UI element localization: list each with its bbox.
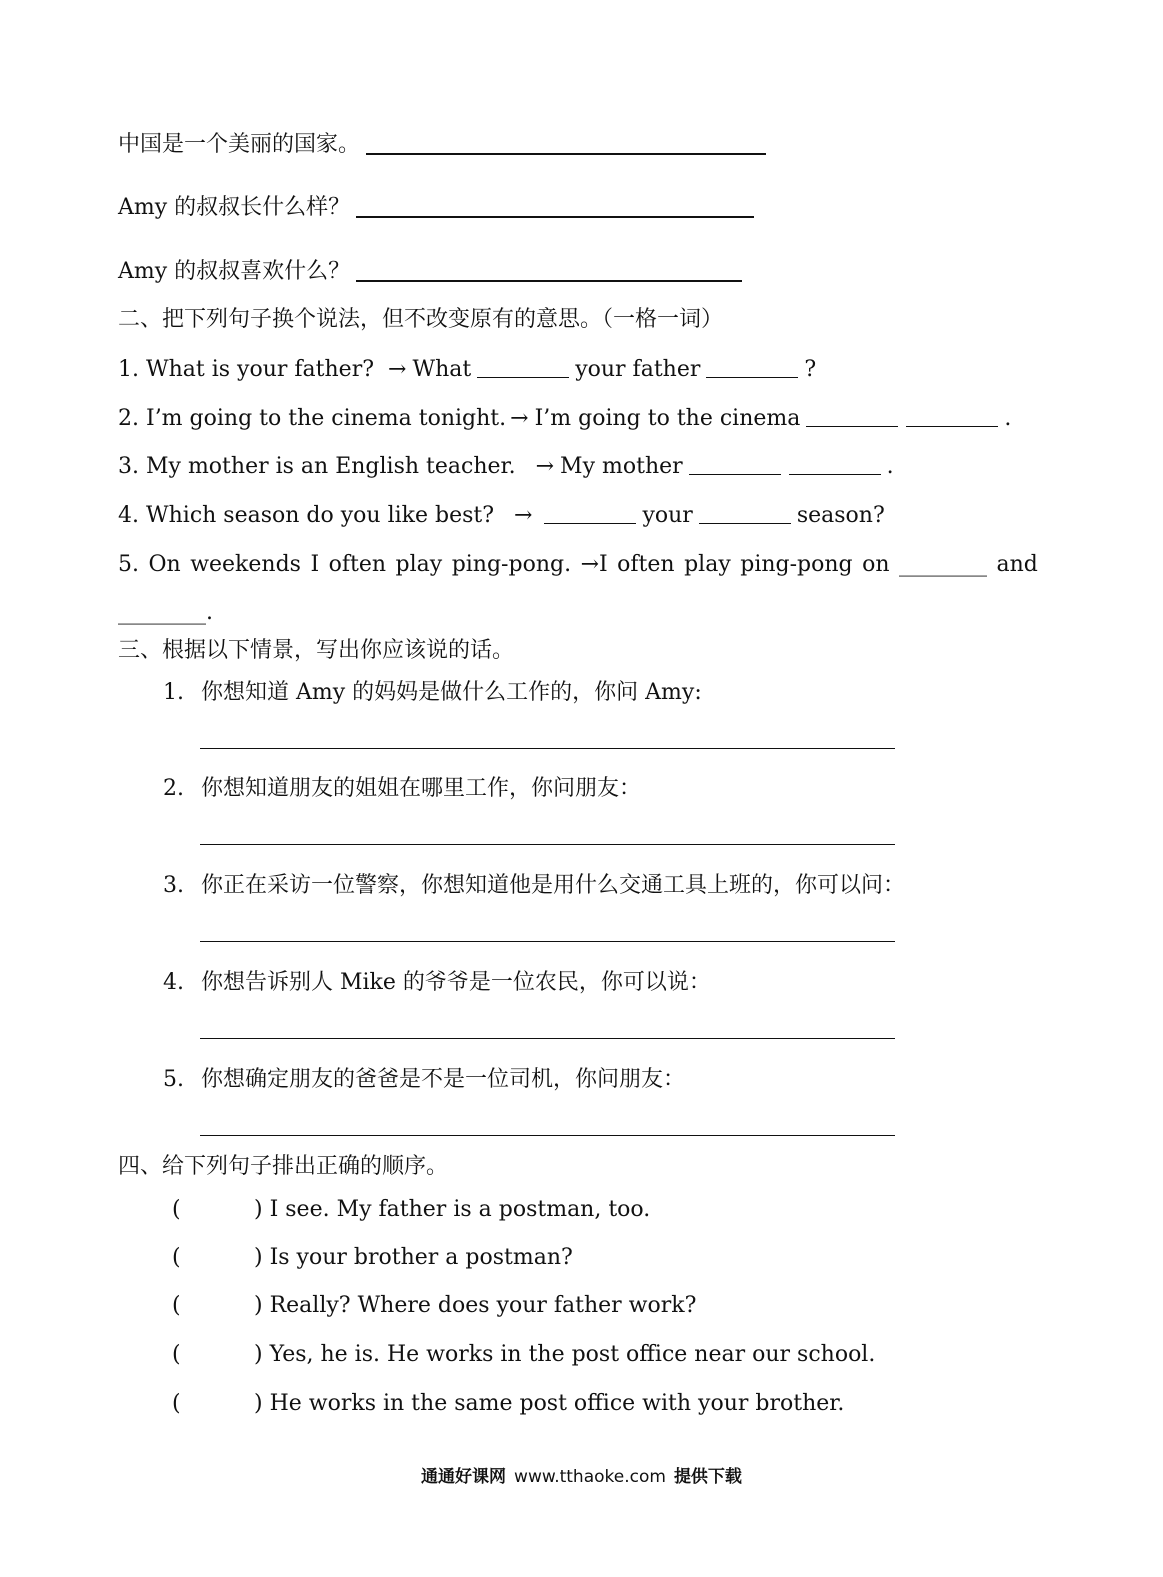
answer-line (200, 844, 895, 845)
sentence-word: weekends (190, 552, 301, 577)
arrow-icon: → (388, 357, 407, 382)
rewrite-text: your (642, 503, 693, 528)
order-item-4 (172, 1340, 875, 1370)
item-number: 3. (163, 873, 184, 898)
scenario-text: 你正在采访一位警察，你想知道他是用什么交通工具上班的，你可以问： (201, 873, 906, 898)
translation-prompt: Amy 的叔叔喜欢什么？ (118, 259, 351, 284)
translation-line-3 (118, 257, 742, 287)
translation-line-1 (118, 130, 766, 160)
order-sentence: ) I see. My father is a postman, too. (254, 1197, 651, 1222)
answer-rule (356, 194, 754, 218)
original-sentence: My mother is an English teacher. (146, 454, 516, 479)
blank (477, 357, 569, 378)
order-blank: ( (172, 1245, 181, 1270)
order-sentence: ) Yes, he is. He works in the post office near our school. (254, 1342, 876, 1367)
original-sentence: What is your father? (146, 357, 375, 382)
item-number: 2. (163, 776, 184, 801)
rewrite-text: . (886, 454, 894, 479)
rewrite-text: your father (575, 357, 701, 382)
item-number: 2. (118, 406, 139, 431)
rewrite-text: . (1004, 406, 1012, 431)
item-number: 4. (118, 503, 139, 528)
order-blank: ( (172, 1293, 181, 1318)
blank (699, 503, 791, 524)
translation-prompt: Amy 的叔叔长什么样？ (118, 195, 351, 220)
sentence-word: often (328, 552, 387, 577)
rewrite-text: season? (796, 503, 885, 528)
order-item-1 (172, 1195, 650, 1225)
blank (806, 406, 898, 427)
blank (706, 357, 798, 378)
arrow-icon: → (514, 503, 533, 528)
scenario-text: 你想知道 Amy 的妈妈是做什么工作的，你问 Amy: (201, 680, 702, 705)
rewrite-item-4 (118, 501, 885, 531)
footer-suffix: 提供下载 (673, 1467, 742, 1487)
order-blank: ( (172, 1197, 181, 1222)
section-2-title: 二、把下列句子换个说法，但不改变原有的意思。（一格一词） (118, 307, 724, 332)
blank (789, 454, 881, 475)
rewrite-item-5 (118, 550, 1038, 580)
sentence-word: ping-pong (740, 552, 853, 577)
answer-line (200, 1038, 895, 1039)
item-number: 3. (118, 454, 139, 479)
scenario-item-4 (163, 968, 711, 998)
order-sentence: ) Is your brother a postman? (254, 1245, 573, 1270)
original-sentence: I’m going to the cinema tonight. (146, 406, 507, 431)
answer-line (200, 1135, 895, 1136)
rewrite-text: What (412, 357, 472, 382)
order-item-2 (172, 1243, 573, 1273)
scenario-text: 你想告诉别人 Mike 的爷爷是一位农民，你可以说： (201, 970, 711, 995)
item-number: 5. (118, 552, 139, 577)
arrow-icon: → (535, 454, 555, 479)
order-sentence: ) Really? Where does your father work? (254, 1293, 697, 1318)
rewrite-text: My mother (560, 454, 683, 479)
sentence-word: →I (580, 552, 608, 577)
answer-rule (356, 258, 742, 282)
sentence-word: ping-pong. (451, 552, 572, 577)
scenario-item-3 (163, 871, 905, 901)
sentence-word: on (862, 552, 890, 577)
section-3-title: 三、根据以下情景，写出你应该说的话。 (118, 638, 515, 663)
answer-rule (366, 131, 766, 155)
sentence-word: ________ (899, 552, 988, 577)
scenario-item-1 (163, 678, 702, 708)
blank (689, 454, 781, 475)
item-number: 4. (163, 970, 184, 995)
sentence-word: play (395, 552, 443, 577)
footer-site-name: 通通好课网 (421, 1467, 507, 1487)
rewrite-item-5-continuation: ________. (118, 600, 213, 625)
rewrite-item-1 (118, 355, 816, 385)
item-number: 1. (118, 357, 139, 382)
sentence-word: On (148, 552, 181, 577)
order-sentence: ) He works in the same post office with your brother. (254, 1391, 845, 1416)
sentence-word: often (617, 552, 675, 577)
blank (544, 503, 636, 524)
original-sentence: Which season do you like best? (146, 503, 495, 528)
order-item-3 (172, 1291, 696, 1321)
answer-line (200, 941, 895, 942)
sentence-word: and (996, 552, 1038, 577)
rewrite-text: I’m going to the cinema (534, 406, 801, 431)
scenario-item-2 (163, 774, 641, 804)
translation-prompt: 中国是一个美丽的国家。 (118, 132, 361, 157)
scenario-text: 你想知道朋友的姐姐在哪里工作，你问朋友： (201, 776, 642, 801)
item-number: 1. (163, 680, 184, 705)
rewrite-item-2 (118, 404, 1011, 434)
rewrite-item-3 (118, 452, 894, 482)
arrow-icon: → (510, 406, 529, 431)
scenario-item-5 (163, 1065, 685, 1095)
page-footer (0, 1462, 1163, 1487)
rewrite-text: ? (804, 357, 817, 382)
blank (906, 406, 998, 427)
sentence-word: I (310, 552, 320, 577)
order-blank: ( (172, 1391, 181, 1416)
answer-line (200, 748, 895, 749)
translation-line-2 (118, 193, 754, 223)
section-4-title: 四、给下列句子排出正确的顺序。 (118, 1154, 449, 1179)
order-item-5 (172, 1389, 844, 1419)
order-blank: ( (172, 1342, 181, 1367)
scenario-text: 你想确定朋友的爸爸是不是一位司机，你问朋友： (201, 1067, 686, 1092)
item-number: 5. (163, 1067, 184, 1092)
sentence-word: play (684, 552, 731, 577)
footer-url[interactable]: www.tthaoke.com (514, 1467, 666, 1487)
